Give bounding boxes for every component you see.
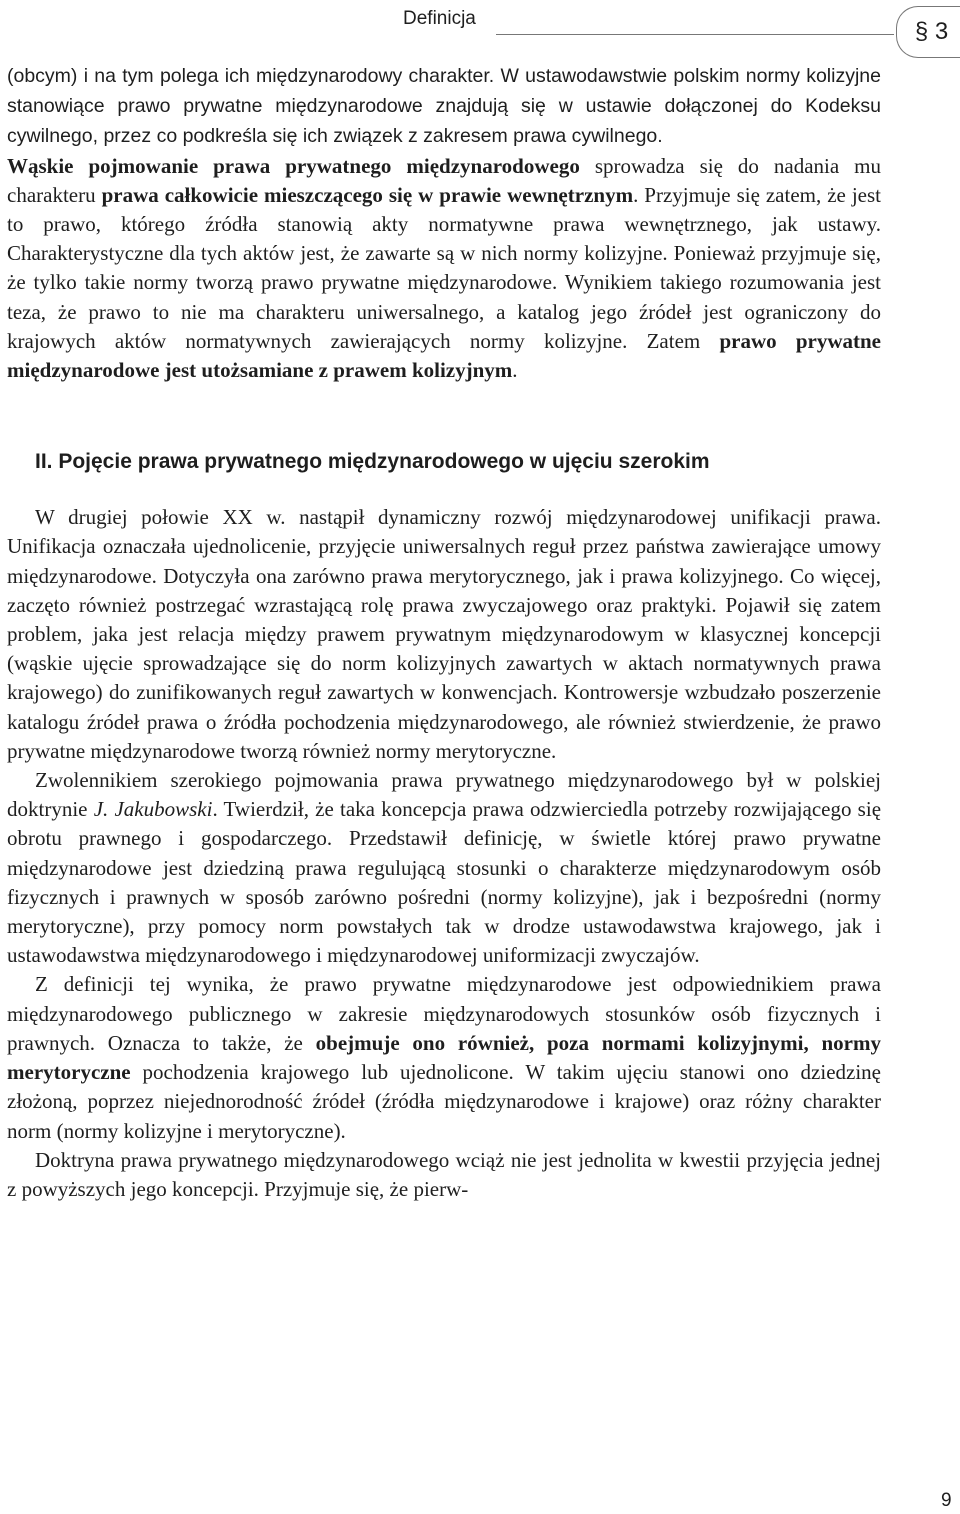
paragraph-3-text: W drugiej połowie XX w. nastąpił dynamiczny rozwój międzynarodowej unifikacji prawa. Unifikacja oznaczała ujednolicenie, przyjęcie uniwersalnych reguł przez państwa zawierające umowy międzynarodowe. Dotyczyła ona zarówno prawa merytorycznego, jak i prawa kolizyjnego. Co więcej, zaczęto również postrzegać wzrastającą rolę prawa zwyczajowego oraz praktyki. Pojawił się zatem problem, jaka jest relacja między prawem prywatnym międzynarodowym w klasycznej koncepcji (wąskie ujęcie sprowadzające się do norm kolizyjnych zawartych w aktach normatywnych prawa krajowego) do zunifikowanych reguł zawartych w konwencjach. Kontrowersje wzbudzało poszerzenie katalogu źródeł prawa o źródła pochodzenia międzynarodowego, ale również stwierdzenie, że prawo prywatne międzynarodowe tworzą również normy merytoryczne. <box>7 505 881 763</box>
section-heading: II. Pojęcie prawa prywatnego międzynarodowego w ujęciu szerokim <box>35 450 710 474</box>
paragraph-4-text-2: . Twierdził, że taka koncepcja prawa odzwierciedla potrzeby rozwijającego się obrotu prawnego i gospodarczego. Przedstawił definicję, w świetle której prawo prywatne międzynarodowe jest dziedziną prawa regulującą stosunki o charakterze międzynarodowym osób fizycznych i prawnych w sposób zarówno pośredni (normy kolizyjne), jak i bezpośredni (normy merytoryczne), przy pomocy norm powstałych tak w drodze ustawodawstwa krajowego, jak i ustawodawstwa międzynarodowego i międzynarodowej uniformizacji zwyczajów. <box>7 797 882 968</box>
paragraph-2 <box>7 152 881 386</box>
page-body <box>7 61 881 1204</box>
bold-term-conflict-law: prawo prywatne międzynarodowe jest utożsamiane z prawem kolizyjnym <box>7 328 882 383</box>
paragraph-6 <box>7 1146 881 1204</box>
section-mark-tab: § 3 <box>896 6 960 58</box>
paragraph-1 <box>7 61 881 152</box>
paragraph-2-text-2: . Przyjmuje się zatem, że jest to prawo, którego źródła stanowią akty normatywne prawa wewnętrznego, jak ustawy. Charakterystyczne dla tych aktów jest, że zawarte są w nich normy kolizyjne. Ponieważ przyjmuje się, że tylko takie normy tworzą prawo prywatne międzynarodowe. Wynikiem takiego rozumowania jest teza, że prawo to nie ma charakteru uniwersalnego, a katalog jego źródeł jest ograniczony do krajowych aktów normatywnych zawierających normy kolizyjne. Zatem <box>7 182 881 353</box>
header-rule <box>496 34 894 35</box>
running-header-title: Definicja <box>403 8 476 29</box>
paragraph-3 <box>7 503 881 766</box>
paragraph-5 <box>7 970 881 1145</box>
paragraph-2-text-1: sprowadza się do nadania mu charakteru <box>7 153 881 207</box>
paragraph-4 <box>7 766 881 970</box>
bold-term-narrow-concept: Wąskie pojmowanie prawa prywatnego międzynarodowego <box>7 153 580 178</box>
author-name: J. Jakubowski <box>93 797 213 822</box>
paragraph-1-text: (obcym) i na tym polega ich międzynarodowy charakter. W ustawodawstwie polskim normy kolizyjne stanowiące prawo prywatne międzynarodowe znajdują się w ustawie dołączonej do Kodeksu cywilnego, przez co podkreśla się ich związek z zakresem prawa cywilnego. <box>7 65 881 148</box>
paragraph-4-text-1: Zwolennikiem szerokiego pojmowania prawa prywatnego międzynarodowego był w polskiej doktrynie <box>7 768 881 822</box>
paragraph-5-text-1: Z definicji tej wynika, że prawo prywatne międzynarodowe jest odpowiednikiem prawa międzynarodowego publicznego w zakresie międzynarodowych stosunków osób fizycznych i prawnych. Oznacza to także, że <box>7 972 881 1055</box>
paragraph-5-text-2: pochodzenia krajowego lub ujednolicone. W takim ujęciu stanowi ono dziedzinę złożoną, poprzez niejednorodność źródeł (źródła międzynarodowe i krajowe) oraz różny charakter norm (normy kolizyjne i merytoryczne). <box>7 1060 881 1143</box>
bold-term-substantive-norms: obejmuje ono również, poza normami kolizyjnymi, normy merytoryczne <box>7 1030 881 1085</box>
page-number: 9 <box>941 1490 952 1511</box>
bold-term-internal-law: prawa całkowicie mieszczącego się w prawie wewnętrznym <box>101 182 634 207</box>
paragraph-2-text-3: . <box>512 358 518 383</box>
paragraph-6-text: Doktryna prawa prywatnego międzynarodowego wciąż nie jest jednolita w kwestii przyjęcia jednej z powyższych jego koncepcji. Przyjmuje się, że pierw- <box>7 1147 881 1201</box>
